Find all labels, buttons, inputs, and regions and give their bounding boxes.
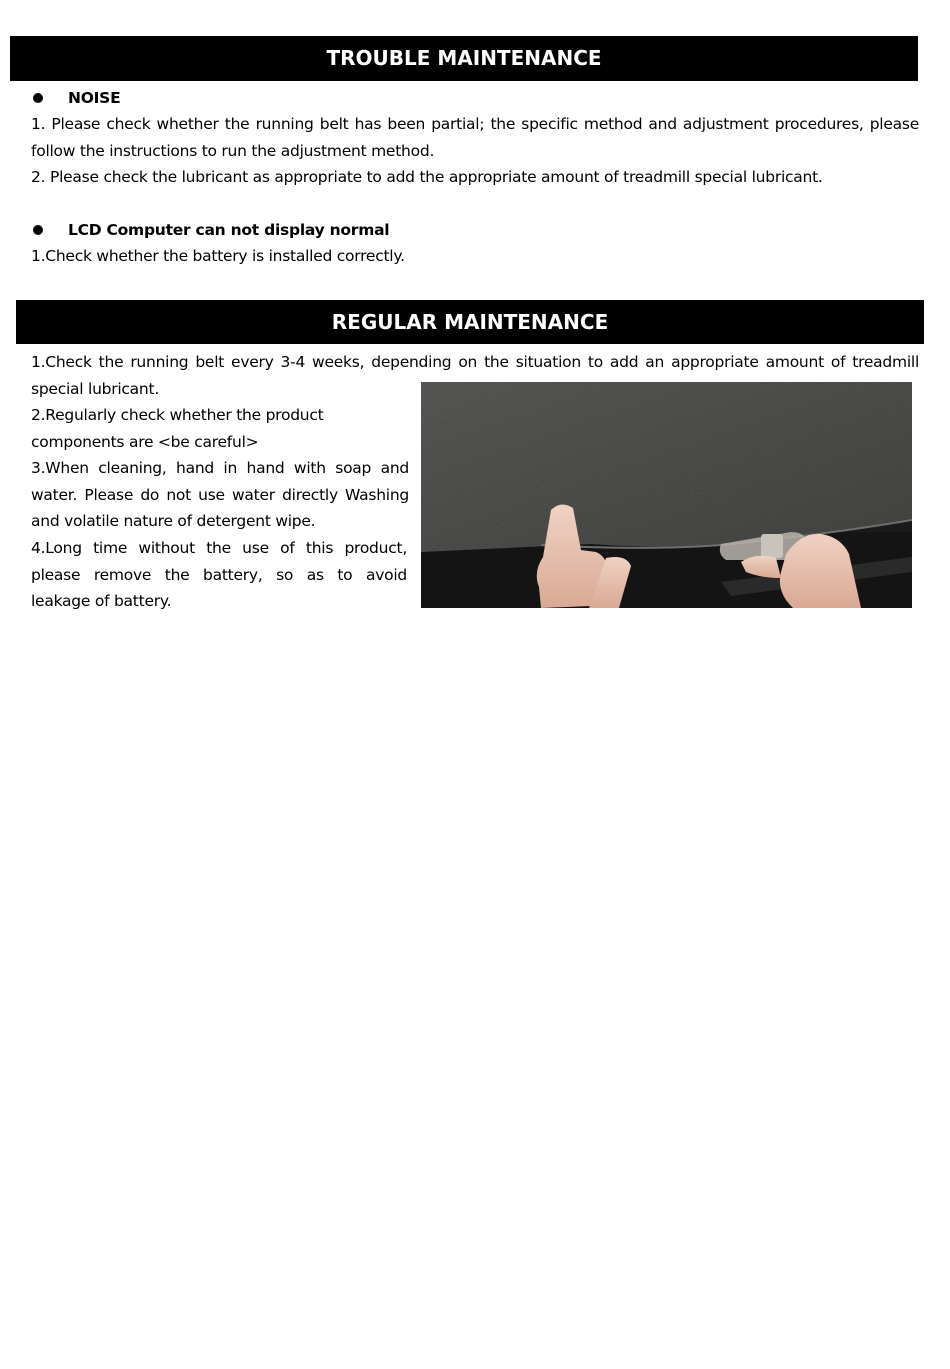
regular-maintenance-heading: REGULAR MAINTENANCE — [16, 300, 924, 344]
trouble-maintenance-heading: TROUBLE MAINTENANCE — [10, 36, 918, 81]
noise-title: NOISE — [68, 89, 121, 107]
noise-step-2: 2. Please check the lubricant as appropriate to add the appropriate amount of treadmill special lubricant. — [31, 168, 823, 186]
noise-step-1: 1. Please check whether the running belt has been partial; the specific method and adjustment procedures, please follow the instructions to run the adjustment method. — [31, 115, 919, 160]
regular-item-3: 3.When cleaning, hand in hand with soap and water. Please do not use water directly Washing and volatile nature of detergent wipe. — [31, 459, 409, 530]
regular-item-2: 2.Regularly check whether the product components are <be careful> — [31, 406, 324, 451]
bullet-dot-icon — [33, 225, 43, 235]
lcd-title: LCD Computer can not display normal — [68, 221, 390, 239]
regular-item-1: 1.Check the running belt every 3-4 weeks, depending on the situation to add an appropriate amount of treadmill special lubricant. — [31, 353, 919, 398]
lubricating-belt-photo — [421, 382, 912, 608]
lcd-step-1: 1.Check whether the battery is installed correctly. — [31, 247, 405, 265]
bullet-dot-icon — [33, 93, 43, 103]
lcd-bullet — [31, 217, 389, 243]
regular-item-4: 4.Long time without the use of this product, please remove the battery, so as to avoid leakage of battery. — [31, 539, 407, 610]
noise-bullet — [31, 85, 120, 111]
lubricating-belt-photo-image — [421, 382, 912, 608]
